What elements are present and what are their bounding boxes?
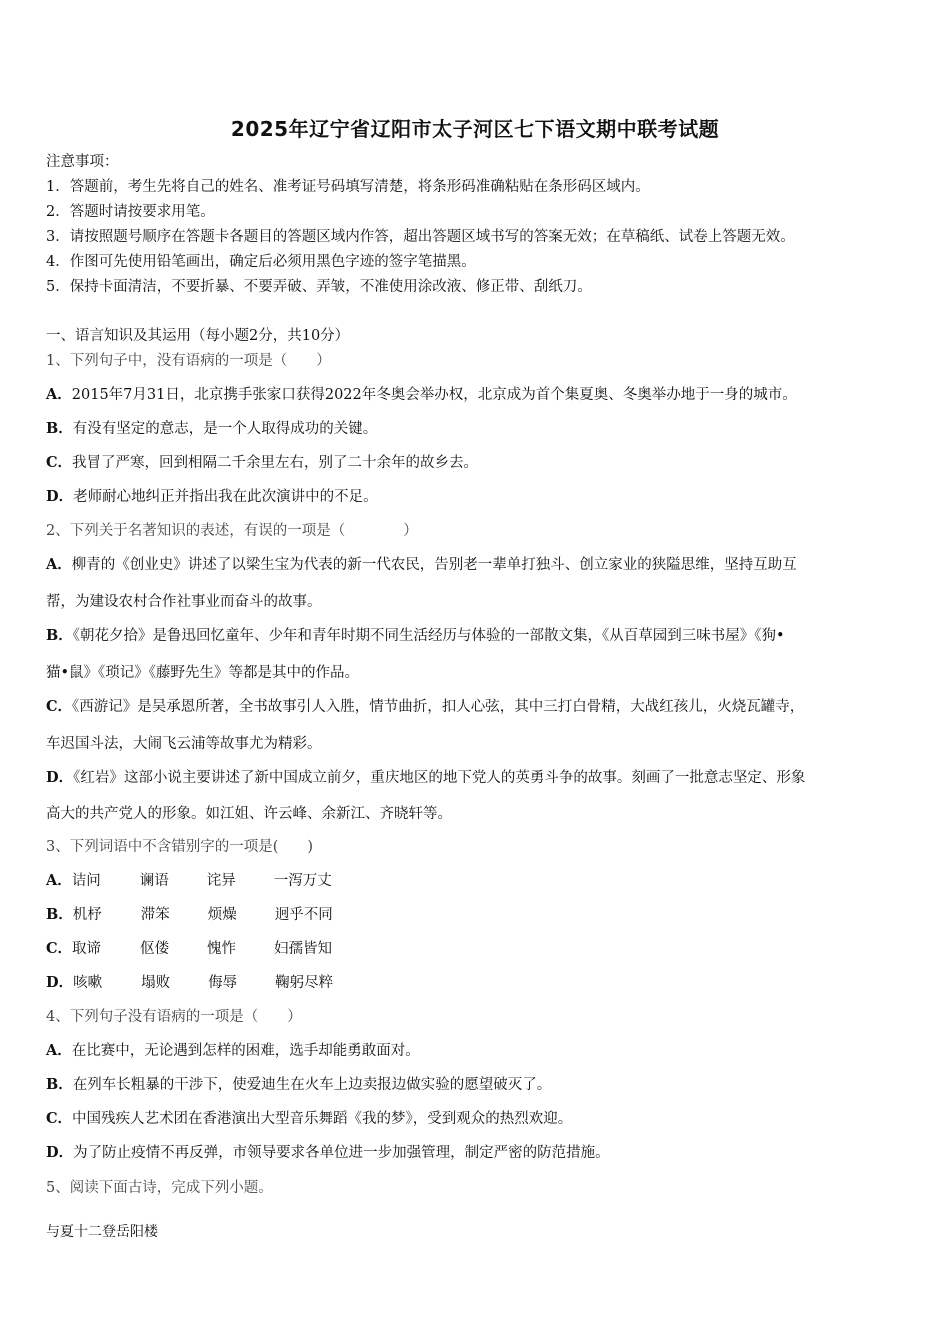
q1-option-c: C．我冒了严寒，回到相隔二千余里左右，别了二十余年的故乡去。 (46, 454, 479, 471)
q2-option-a: A．柳青的《创业史》讲述了以梁生宝为代表的新一代农民，告别老一辈单打独斗、创立家业的狭隘思维，坚持互助互 (46, 556, 797, 573)
q2-option-d: D．《红岩》这部小说主要讲述了新中国成立前夕，重庆地区的地下党人的英勇斗争的故事。刻画了一批意志坚定、形象 (46, 769, 806, 786)
notice-item: 4．作图可先使用铅笔画出，确定后必须用黑色字迹的签字笔描黑。 (46, 254, 476, 270)
notice-item: 3．请按照题号顺序在答题卡各题目的答题区域内作答，超出答题区域书写的答案无效；在草稿纸、试卷上答题无效。 (46, 229, 795, 245)
q2-option-c: C．《西游记》是吴承恩所著，全书故事引人入胜，情节曲折，扣人心弦，其中三打白骨精，大战红孩儿，火烧瓦罐寺， (46, 698, 805, 715)
question-2-stem: 2、下列关于名著知识的表述，有误的一项是（ ） (46, 523, 418, 539)
q4-option-c: C．中国残疾人艺术团在香港演出大型音乐舞蹈《我的梦》，受到观众的热烈欢迎。 (46, 1110, 573, 1127)
q3-option-a: A．诘问 谰语 诧异 一泻万丈 (46, 872, 332, 889)
notice-item: 2．答题时请按要求用笔。 (46, 204, 215, 220)
q1-option-b: B．有没有坚定的意志，是一个人取得成功的关键。 (46, 420, 378, 437)
q2-option-a-cont: 帮，为建设农村合作社事业而奋斗的故事。 (46, 594, 322, 610)
q2-option-b-cont: 猫•鼠》《琐记》《藤野先生》等都是其中的作品。 (46, 665, 360, 681)
question-4-stem: 4、下列句子没有语病的一项是（ ） (46, 1009, 302, 1025)
question-1-stem: 1、下列句子中，没有语病的一项是（ ） (46, 353, 331, 369)
notice-item: 1．答题前，考生先将自己的姓名、准考证号码填写清楚，将条形码准确粘贴在条形码区域内。 (46, 179, 650, 195)
notice-item: 5．保持卡面清洁，不要折暴、不要弄破、弄皱，不准使用涂改液、修正带、刮纸刀。 (46, 279, 592, 295)
q2-option-b: B．《朝花夕拾》是鲁迅回忆童年、少年和青年时期不同生活经历与体验的一部散文集，《从百草园到三味书屋》《狗• (46, 627, 785, 644)
section-heading: 一、语言知识及其运用（每小题2分，共10分） (46, 328, 350, 344)
q4-option-a: A．在比赛中，无论遇到怎样的困难，选手却能勇敢面对。 (46, 1042, 420, 1059)
poem-title: 与夏十二登岳阳楼 (46, 1224, 158, 1240)
question-3-stem: 3、下列词语中不含错别字的一项是( ) (46, 839, 314, 855)
q2-option-c-cont: 车迟国斗法，大闹飞云浦等故事尤为精彩。 (46, 736, 322, 752)
q1-option-d: D．老师耐心地纠正并指出我在此次演讲中的不足。 (46, 488, 378, 505)
q4-option-b: B．在列车长粗暴的干涉下，使爱迪生在火车上边卖报边做实验的愿望破灭了。 (46, 1076, 552, 1093)
page-title: 2025年辽宁省辽阳市太子河区七下语文期中联考试题 (230, 117, 720, 141)
q3-option-b: B．机杼 滞笨 烦燥 迥乎不同 (46, 906, 333, 923)
q3-option-d: D．咳嗽 塌败 侮辱 鞠躬尽粹 (46, 974, 334, 991)
q3-option-c: C．取谛 伛偻 愧怍 妇孺皆知 (46, 940, 333, 957)
q1-option-a: A．2015年7月31日，北京携手张家口获得2022年冬奥会举办权，北京成为首个集夏奥、冬奥举办地于一身的城市。 (46, 386, 797, 403)
q4-option-d: D．为了防止疫情不再反弹，市领导要求各单位进一步加强管理，制定严密的防范措施。 (46, 1144, 610, 1161)
q2-option-d-cont: 高大的共产党人的形象。如江姐、许云峰、余新江、齐晓轩等。 (46, 806, 452, 822)
notice-heading: 注意事项： (46, 154, 119, 170)
question-5-stem: 5、阅读下面古诗，完成下列小题。 (46, 1180, 273, 1196)
